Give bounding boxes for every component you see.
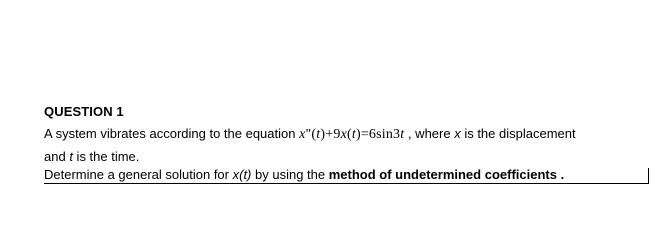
eq-t2: t [351,127,356,142]
line1-suffix-a: , where [404,126,455,141]
eq-part4: )=6sin3 [355,127,401,142]
eq-part1: "( [305,127,317,142]
question-line-3 [44,167,564,182]
line1-var-x: x [454,126,461,141]
right-border-tick [648,168,649,184]
eq-t1: t [316,127,321,142]
line1-prefix: A system vibrates according to the equation [44,126,300,141]
line3-middle: by using the [251,167,329,182]
eq-part3: ( [346,127,352,142]
line3-end: . [556,167,565,182]
line3-prefix: Determine a general solution for [44,167,233,182]
differential-equation [299,127,404,142]
question-title: QUESTION 1 [44,104,124,119]
underline-rule [44,183,649,184]
line1-suffix-b: is the displacement [460,126,576,141]
line3-var: x(t) [232,167,252,182]
method-name: method of undetermined coefficients [328,167,557,182]
line2-suffix: is the time. [72,149,140,164]
eq-t3: t [400,127,405,142]
line2-prefix: and [44,149,70,164]
eq-part2: )+9 [320,127,341,142]
eq-x2: x [340,127,347,142]
eq-x: x [299,127,306,142]
question-line-1 [44,126,576,143]
question-line-2 [44,149,139,164]
line2-var-t: t [69,149,73,164]
